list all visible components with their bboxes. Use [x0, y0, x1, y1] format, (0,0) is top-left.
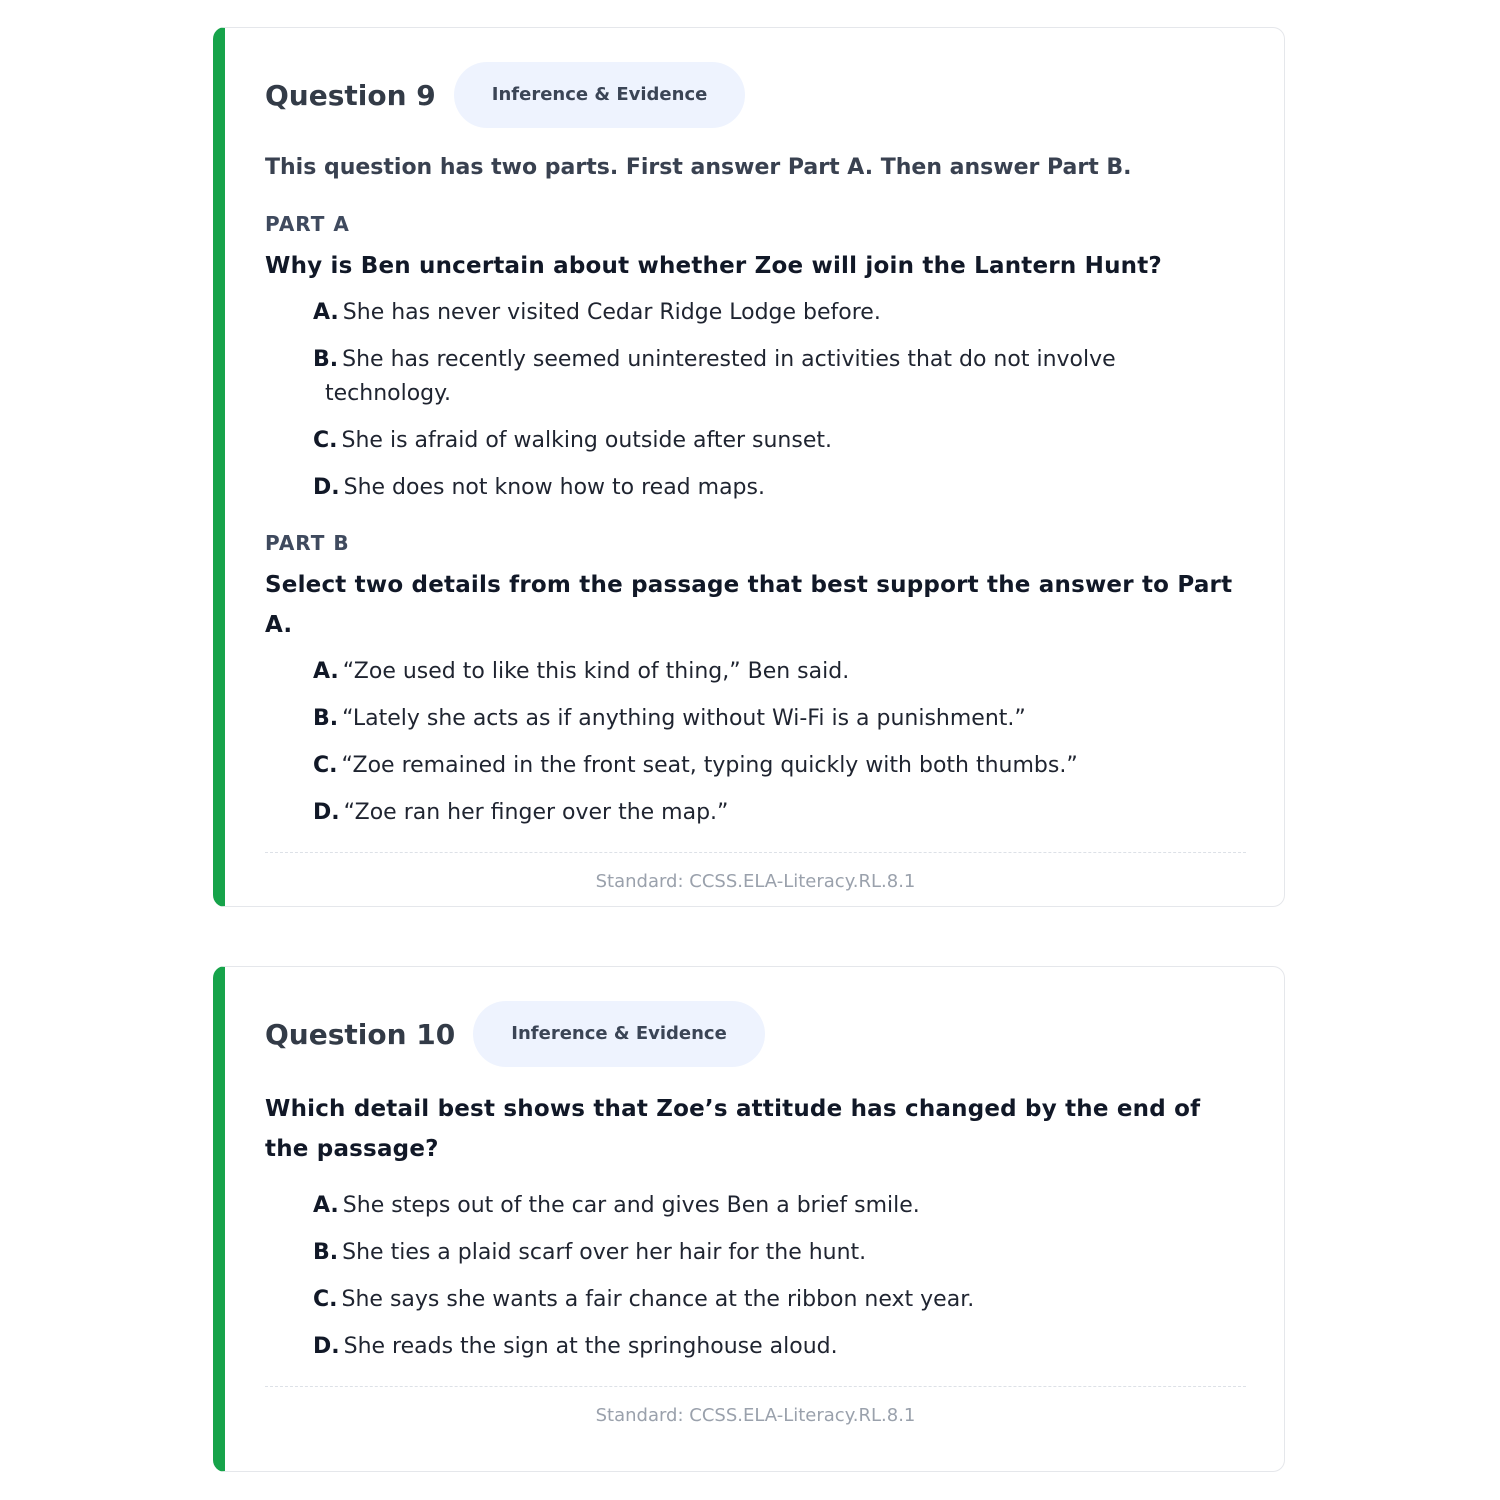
question-title: Question 9: [265, 78, 436, 112]
option-text: She ties a plaid scarf over her hair for the hunt.: [342, 1240, 867, 1265]
option-letter: B.: [313, 706, 339, 731]
answer-option-a[interactable]: [313, 296, 1155, 330]
skill-badge: Inference & Evidence: [454, 62, 746, 128]
option-text: She steps out of the car and gives Ben a brief smile.: [342, 1193, 920, 1218]
option-letter: C.: [313, 1287, 338, 1312]
option-letter: A.: [313, 659, 339, 684]
answer-option-a[interactable]: [313, 655, 1155, 689]
question-card-10: [213, 966, 1285, 1472]
answer-option-c[interactable]: [313, 749, 1155, 783]
answer-option-a[interactable]: [313, 1189, 1155, 1223]
footer-divider: [265, 1386, 1246, 1387]
part-a-label: PART A: [265, 212, 350, 236]
question-header: [265, 62, 1246, 128]
skill-badge: Inference & Evidence: [473, 1001, 765, 1067]
footer-divider: [265, 852, 1246, 853]
option-text: She says she wants a fair chance at the ribbon next year.: [341, 1287, 975, 1312]
answer-option-b[interactable]: [313, 343, 1155, 411]
option-text: “Zoe ran her finger over the map.”: [343, 800, 729, 825]
option-letter: A.: [313, 300, 339, 325]
question-intro: This question has two parts. First answer Part A. Then answer Part B.: [265, 155, 1132, 180]
option-text: “Zoe used to like this kind of thing,” Ben said.: [342, 659, 850, 684]
answer-option-c[interactable]: [313, 424, 1155, 458]
option-text: She has never visited Cedar Ridge Lodge before.: [342, 300, 881, 325]
question-card-9: [213, 27, 1285, 907]
option-text: She reads the sign at the springhouse aloud.: [343, 1334, 838, 1359]
option-text: She is afraid of walking outside after sunset.: [341, 428, 832, 453]
answer-option-b[interactable]: [313, 1236, 1155, 1270]
option-text: “Lately she acts as if anything without Wi-Fi is a punishment.”: [342, 706, 1026, 731]
answer-option-d[interactable]: [313, 1330, 1155, 1364]
question-prompt: Which detail best shows that Zoe’s attitude has changed by the end of the passage?: [265, 1096, 1201, 1162]
answer-option-b[interactable]: [313, 702, 1155, 736]
option-text: She does not know how to read maps.: [343, 475, 765, 500]
option-letter: D.: [313, 800, 340, 825]
standard-label: Standard: CCSS.ELA-Literacy.RL.8.1: [595, 871, 916, 892]
option-letter: A.: [313, 1193, 339, 1218]
option-letter: B.: [313, 1240, 339, 1265]
standard-label: Standard: CCSS.ELA-Literacy.RL.8.1: [595, 1405, 916, 1426]
part-b-prompt: Select two details from the passage that best support the answer to Part A.: [265, 572, 1233, 638]
part-a-options: [265, 296, 1246, 505]
question-title: Question 10: [265, 1017, 456, 1051]
option-text: She has recently seemed uninterested in activities that do not involve technology.: [325, 347, 1116, 406]
option-letter: D.: [313, 475, 340, 500]
question-header: [265, 1001, 1246, 1067]
answer-option-c[interactable]: [313, 1283, 1155, 1317]
part-b-label: PART B: [265, 531, 350, 555]
answer-option-d[interactable]: [313, 471, 1155, 505]
part-a-prompt: Why is Ben uncertain about whether Zoe will join the Lantern Hunt?: [265, 253, 1162, 279]
answer-options: [265, 1189, 1246, 1364]
option-letter: B.: [313, 347, 339, 372]
option-letter: C.: [313, 753, 338, 778]
option-letter: C.: [313, 428, 338, 453]
part-b-options: [265, 655, 1246, 830]
answer-option-d[interactable]: [313, 796, 1155, 830]
option-letter: D.: [313, 1334, 340, 1359]
option-text: “Zoe remained in the front seat, typing quickly with both thumbs.”: [341, 753, 1078, 778]
